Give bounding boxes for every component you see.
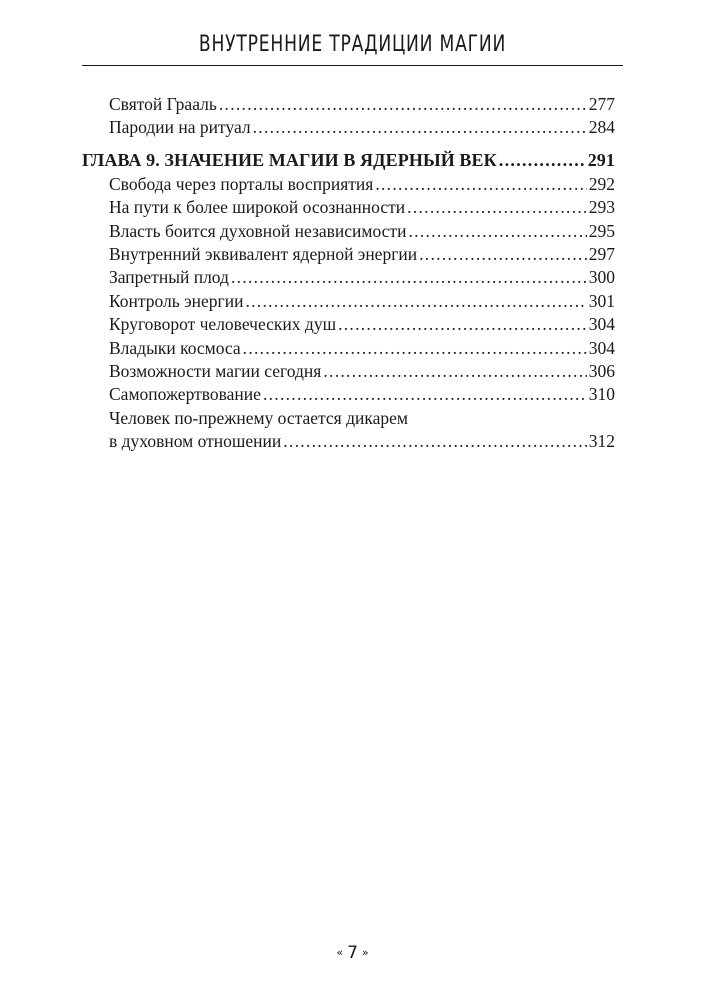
toc-entry-title: Внутренний эквивалент ядерной энергии: [109, 243, 418, 264]
dot-leader: [499, 148, 586, 173]
dot-leader: [283, 430, 587, 453]
dot-leader: [408, 220, 586, 243]
dot-leader: [323, 360, 586, 383]
toc-entry-page: 284: [588, 117, 615, 138]
toc-entry-cosmos-lords: [82, 337, 615, 360]
toc-entry-page: 300: [588, 267, 615, 288]
toc-chapter-page: 291: [587, 149, 615, 170]
toc-entry-independence: [82, 220, 615, 243]
toc-entry-title: Владыки космоса: [109, 337, 241, 358]
toc-entry-self-sacrifice: [82, 383, 615, 406]
dot-leader: [263, 383, 587, 406]
dot-leader: [245, 290, 586, 313]
header-rule: [82, 65, 623, 66]
toc-entry-title: Самопожертвование: [109, 384, 261, 405]
toc-entry-title: Круговорот человеческих душ: [109, 314, 337, 335]
toc-entry-page: 306: [588, 360, 615, 381]
toc-entry-savage-line-1: [82, 407, 615, 430]
toc-entry-title: Пародии на ритуал: [109, 117, 251, 138]
toc-entry-magic-today: [82, 360, 615, 383]
toc-chapter-title: ГЛАВА 9. ЗНАЧЕНИЕ МАГИИ В ЯДЕРНЫЙ ВЕК: [82, 149, 497, 170]
toc-entry-savage-line-2: [82, 430, 615, 453]
guillemet-left: «: [336, 946, 344, 959]
page-number: [0, 943, 705, 963]
dot-leader: [243, 337, 587, 360]
toc-entry-page: 312: [588, 431, 615, 452]
toc-entry-page: 295: [588, 220, 615, 241]
toc-entry-portals: [82, 173, 615, 196]
dot-leader: [253, 116, 587, 139]
toc-entry-page: 277: [588, 94, 615, 114]
toc-chapter-9: [82, 148, 615, 173]
toc-entry-page: 304: [588, 337, 615, 358]
running-header: ВНУТРЕННИЕ ТРАДИЦИИ МАГИИ: [198, 32, 507, 57]
dot-leader: [231, 266, 587, 289]
toc-entry-page: 293: [588, 197, 615, 218]
toc-entry-page: 304: [588, 314, 615, 335]
dot-leader: [338, 313, 587, 336]
toc-entry-title: Запретный плод: [109, 267, 229, 288]
toc-entry-nuclear-equivalent: [82, 243, 615, 266]
toc-entry-title: Возможности магии сегодня: [109, 360, 322, 381]
dot-leader: [419, 243, 587, 266]
dot-leader: [407, 196, 587, 219]
toc-entry-ritual-parodies: [82, 116, 615, 139]
toc-entry-page: 301: [588, 290, 615, 311]
toc-entry-energy-control: [82, 290, 615, 313]
toc-entry-forbidden-fruit: [82, 266, 615, 289]
toc-entry-holy-grail: [82, 93, 615, 116]
dot-leader: [375, 173, 586, 196]
toc-entry-title: На пути к более широкой осознанности: [109, 197, 406, 218]
toc-entry-page: 310: [588, 384, 615, 405]
toc-entry-title: Человек по-прежнему остается дикарем: [109, 407, 408, 428]
toc-entry-souls-cycle: [82, 313, 615, 336]
dot-leader: [219, 93, 587, 116]
table-of-contents: [82, 93, 615, 453]
toc-entry-title: Контроль энергии: [109, 290, 244, 311]
toc-entry-title: в духовном отношении: [109, 431, 282, 452]
toc-entry-title: Власть боится духовной независимости: [109, 220, 407, 241]
guillemet-right: »: [361, 946, 369, 959]
page-number-value: 7: [347, 943, 358, 963]
toc-entry-title: Святой Грааль: [109, 94, 217, 114]
toc-entry-page: 292: [588, 173, 615, 194]
toc-entry-page: 297: [588, 243, 615, 264]
toc-entry-awareness: [82, 196, 615, 219]
toc-entry-title: Свобода через порталы восприятия: [109, 173, 374, 194]
